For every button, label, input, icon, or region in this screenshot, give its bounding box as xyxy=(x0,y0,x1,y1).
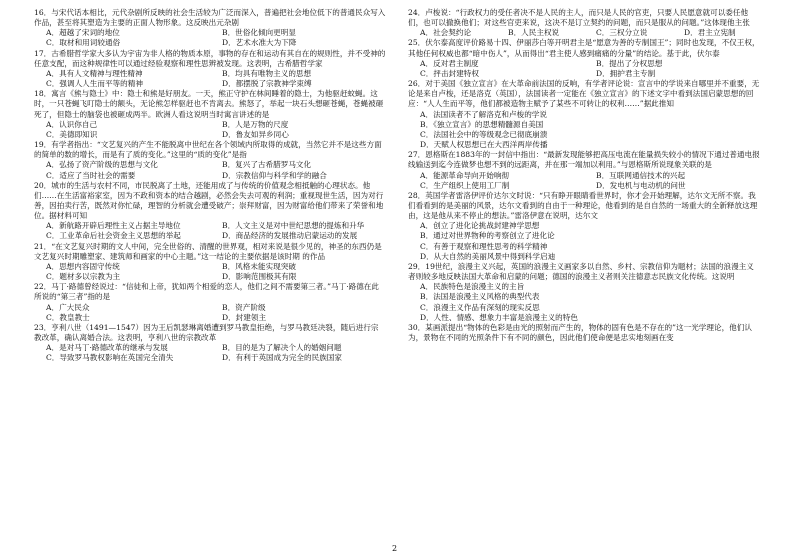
question-text: 18．寓言《熊与隐士》中：隐士和熊是好朋友。一天，熊正守护在林间睡着的隐士，为他驱赶蚊蝇。这时，一只苍蝇飞叮隐士的额头，无论熊怎样驱赶也不肯离去。熊怒了，举起一块石头想砸苍蝇，苍蝇被砸死了，但隐士的脑袋也被砸成两半。欧洲人看这说明当时寓言讲述的是 xyxy=(34,89,384,119)
answer-option: C．美德即知识 xyxy=(46,129,98,139)
answer-option: C．三权分立说 xyxy=(596,28,648,38)
question xyxy=(34,49,386,90)
answer-option: B．均具有唯物主义的思想 xyxy=(222,68,312,78)
answer-option: D．拥护君主专制 xyxy=(596,68,656,78)
answer-option: C．取材和用词较通俗 xyxy=(46,38,121,48)
answer-option: D．影响范围极其有限 xyxy=(222,272,297,282)
question-text: 29．19世纪，浪漫主义兴起，英国的浪漫主义画家多以自然、乡村、宗教信仰为题材；法国的浪漫主义者则较多地反映法国大革命和启蒙的问题；德国的浪漫主义者则关注德意志民族文化传统。这说明 xyxy=(408,261,754,282)
answer-option: C．工业革命后社会资金主义思想的举起 xyxy=(46,231,181,241)
answer-option: B．复兴了古希腊罗马文化 xyxy=(222,160,312,170)
question-text: 23．亨利八世（1491—1547）因为王后凯瑟琳离婚遭到罗马教皇拒绝，与罗马教廷决裂，随后进行宗教改革，确认离婚合法。这表明，亨利八世的宗教改革 xyxy=(34,322,379,342)
answer-option: D．从大自然的美丽风景中得到科学启迪 xyxy=(420,251,556,261)
question-text: 22．马丁·路德曾经说过：“信徒和上帝，犹如两个相爱的恋人，他们之间不需要第三者。”马丁·路德在此所说的“第三者”指的是 xyxy=(34,282,379,302)
answer-option: A．思想内容固守传统 xyxy=(46,261,120,271)
answer-option: C．法国社会中的等级观念已彻底崩溃 xyxy=(420,129,548,139)
answer-option: C．浪漫主义作品有深刻的现实反思 xyxy=(420,302,540,312)
question xyxy=(408,150,760,191)
answer-option: B．法国是浪漫主义风格的典型代表 xyxy=(420,292,540,302)
question-text: 24．卢梭说：“行政权力的受任者决不是人民的主人，而只是人民的官吏，只要人民愿意就可以委任他们，也可以撤换他们；对这些官吏来说，这决不是订立契约的问题，而只是服从的问题。”这体现他主张 xyxy=(408,8,750,28)
answer-option: A．弘扬了资产阶级的思想与文化 xyxy=(46,160,158,170)
answer-option: B．世俗化倾向更明显 xyxy=(222,28,296,38)
question-text: 25．伏尔泰高度评价路易十四、伊丽莎白等开明君主是“愿意为善的专制国王”；同时也发现，不仅王权，其他任何权威也都“暗中伤人”，从而得出“君主使人感到痛痛的分量”的结论。基于此，伏尔泰 xyxy=(408,38,760,58)
answer-option: A．能源革命导向开始响彻 xyxy=(420,170,510,180)
page-number: 2 xyxy=(392,544,398,553)
answer-option: A．具有人文精神与理性精神 xyxy=(46,68,143,78)
question xyxy=(34,323,386,364)
question xyxy=(34,282,386,323)
left-column xyxy=(34,8,386,363)
answer-option: A．反对君主制度 xyxy=(420,58,479,68)
question xyxy=(408,38,760,79)
question-text: 20．城市的生活与农村不同，市民脱离了土地，还能用成了与传统的价值观念相抵触的心理状态。他们……在生活富裕家室，因为不政和资本的结合越剧，必然会失去可观的利润；重视现世生活，因为对行善，因拍卖行苦，既然对你忙碌，理智的分析就会遭受破产；崇拜财富，因为财富给他们带来了荣誉和地位。据材料可知 xyxy=(34,180,384,221)
answer-option: B．人文主义是对中世纪思想的提炼和升华 xyxy=(222,221,365,231)
answer-option: B．人是万物的尺度 xyxy=(222,119,289,129)
question-text: 16．与宋代话本相比，元代杂剧所反映的社会生活较为广泛而深入，普遍把社会地位低下的普通民众写入作品，甚至将其塑造为主要的正面人物形象。这反映出元杂剧 xyxy=(34,8,386,28)
answer-option: A．认识你自己 xyxy=(46,119,98,129)
answer-option: C．教皇教士 xyxy=(46,312,90,322)
question xyxy=(34,181,386,242)
answer-option: B．风格未能实现突破 xyxy=(222,261,296,271)
answer-option: C．适应了当时社会的需要 xyxy=(46,170,136,180)
answer-option: A．法国读者不了解洛克和卢梭的学说 xyxy=(420,109,547,119)
answer-option: A．社会契约论 xyxy=(420,28,472,38)
answer-option: B．通过对世界物种的考察创立了进化论 xyxy=(420,231,555,241)
answer-option: B．目的是为了解决个人的婚姻问题 xyxy=(222,343,342,353)
answer-option: D．人性、情感、想象力丰富是浪漫主义的特色 xyxy=(420,312,578,322)
answer-option: C．抨击封建特权 xyxy=(420,68,479,78)
answer-option: D．发电机与电动机的问世 xyxy=(596,180,686,190)
question-text: 17．古希腊哲学家大多认为宇宙为非人格的物质本原，事物的存在和运动有其自在的规则性，并不受神的任意支配，而这种规律性可以通过经验观察和理性思辨被发现。这表明，古希腊哲学家 xyxy=(34,48,386,68)
answer-option: A．创立了进化论挑战封建神学思想 xyxy=(420,221,540,231)
answer-option: C．生产组织上使用工厂制 xyxy=(420,180,510,190)
question-text: 28．英国学者雷洛伊评价达尔文时说：“只有睁开眼睛看世界时，你才会开始理解，达尔文无所不察。我们看看到的是美丽的风景，达尔文看到的自由于一种理论，他看到的是自自然的一场重大的全新释放这理由，这是他从来不停止的想法。”雷洛伊意在说明，达尔文 xyxy=(408,190,758,221)
answer-option: B．提出了分权思想 xyxy=(596,58,663,68)
answer-option: A．民族特色是浪漫主义的主旨 xyxy=(420,282,525,292)
answer-option: C．题材多以宗教为主 xyxy=(46,272,121,282)
answer-option: B．《独立宣言》的思想精髓源自美国 xyxy=(420,119,544,129)
question xyxy=(34,8,386,49)
answer-option: D．有利于英国成为完全的民族国家 xyxy=(222,353,342,363)
answer-option: D．商品经济的发展推动启蒙运动的发展 xyxy=(222,231,358,241)
question xyxy=(408,8,760,38)
answer-option: D．封建领主 xyxy=(222,312,267,322)
answer-option: B．人民主权说 xyxy=(508,28,560,38)
question xyxy=(408,79,760,150)
answer-option: A．是对马丁·路德改革的继承与发展 xyxy=(46,343,168,353)
question-text: 21．“在文艺复兴时期的文人中间，完全世俗的、清醒的世界观，相对来说是很少见的，神圣的东西仍是文艺复兴时期雕塑家、建筑师和画家的中心主题。”这一结论的主要依据是该时期 的作品 xyxy=(34,241,382,261)
answer-option: D．宗教信仰与科学和学的融合 xyxy=(222,170,327,180)
question-text: 30．某画派提出“物体的色彩是由光的照射而产生的，物体的固有色是不存在的”这一光学理论，他们认为，景物在不同的光照条件下有不同的颜色，因此他们使命便是忠实地刻画在变 xyxy=(408,322,752,342)
answer-option: D．鲁友如异乡同心 xyxy=(222,129,289,139)
question-text: 26．对于美国《独立宣言》在大革命前法国的反响，有学者评论说：宣言中的学说来自哪里并不重要，无论是来自卢梭，还是洛克（英国），法国读者一定能在《独立宣言》的下述文字中看到法国启蒙思想的回应：“人人生而平等，他们都被造物主赋予了某些不可转让的权利……”据此推知 xyxy=(408,79,760,109)
answer-option: C．强调人人生而平等的精神 xyxy=(46,79,143,89)
question xyxy=(34,89,386,140)
answer-option: A．新航路开辟后理性主义占据主导地位 xyxy=(46,221,181,231)
answer-option: D．君主立宪制 xyxy=(684,28,736,38)
question xyxy=(34,140,386,181)
question-text: 19．有学者指出：“文艺复兴的产生不能脱离中世纪在各个领域内所取得的成就，当然它并不是这些方面的简单的数的增长，而是有了质的变化。”这里的“质的变化”是指 xyxy=(34,140,382,160)
right-column xyxy=(408,8,760,343)
answer-option: B．资产阶级 xyxy=(222,302,266,312)
answer-option: D．都摆脱了宗教神学束缚 xyxy=(222,79,312,89)
answer-option: A．超越了宋词的地位 xyxy=(46,28,120,38)
question xyxy=(34,242,386,283)
question xyxy=(408,323,760,343)
question xyxy=(408,262,760,323)
answer-option: C．导致罗马教权影响在英国完全清失 xyxy=(46,353,174,363)
answer-option: A．广大民众 xyxy=(46,302,90,312)
answer-option: B．互联网通信技术的兴起 xyxy=(596,170,686,180)
answer-option: D．天赋人权思想已在大西洋两岸传播 xyxy=(420,140,548,150)
answer-option: C．有善于观察和理性思考的科学精神 xyxy=(420,241,548,251)
question-text: 27．恩格斯在1883年的一封信中指出：“最新发现能够把高压电流在能量损失较小的情况下通过普通电报线输送到迄今连做梦也想不到的远距离，并在那一端加以利用。”与恩格斯所说现象关联的是 xyxy=(408,150,760,170)
answer-option: D．艺术水准大为下降 xyxy=(222,38,297,48)
question xyxy=(408,191,760,262)
